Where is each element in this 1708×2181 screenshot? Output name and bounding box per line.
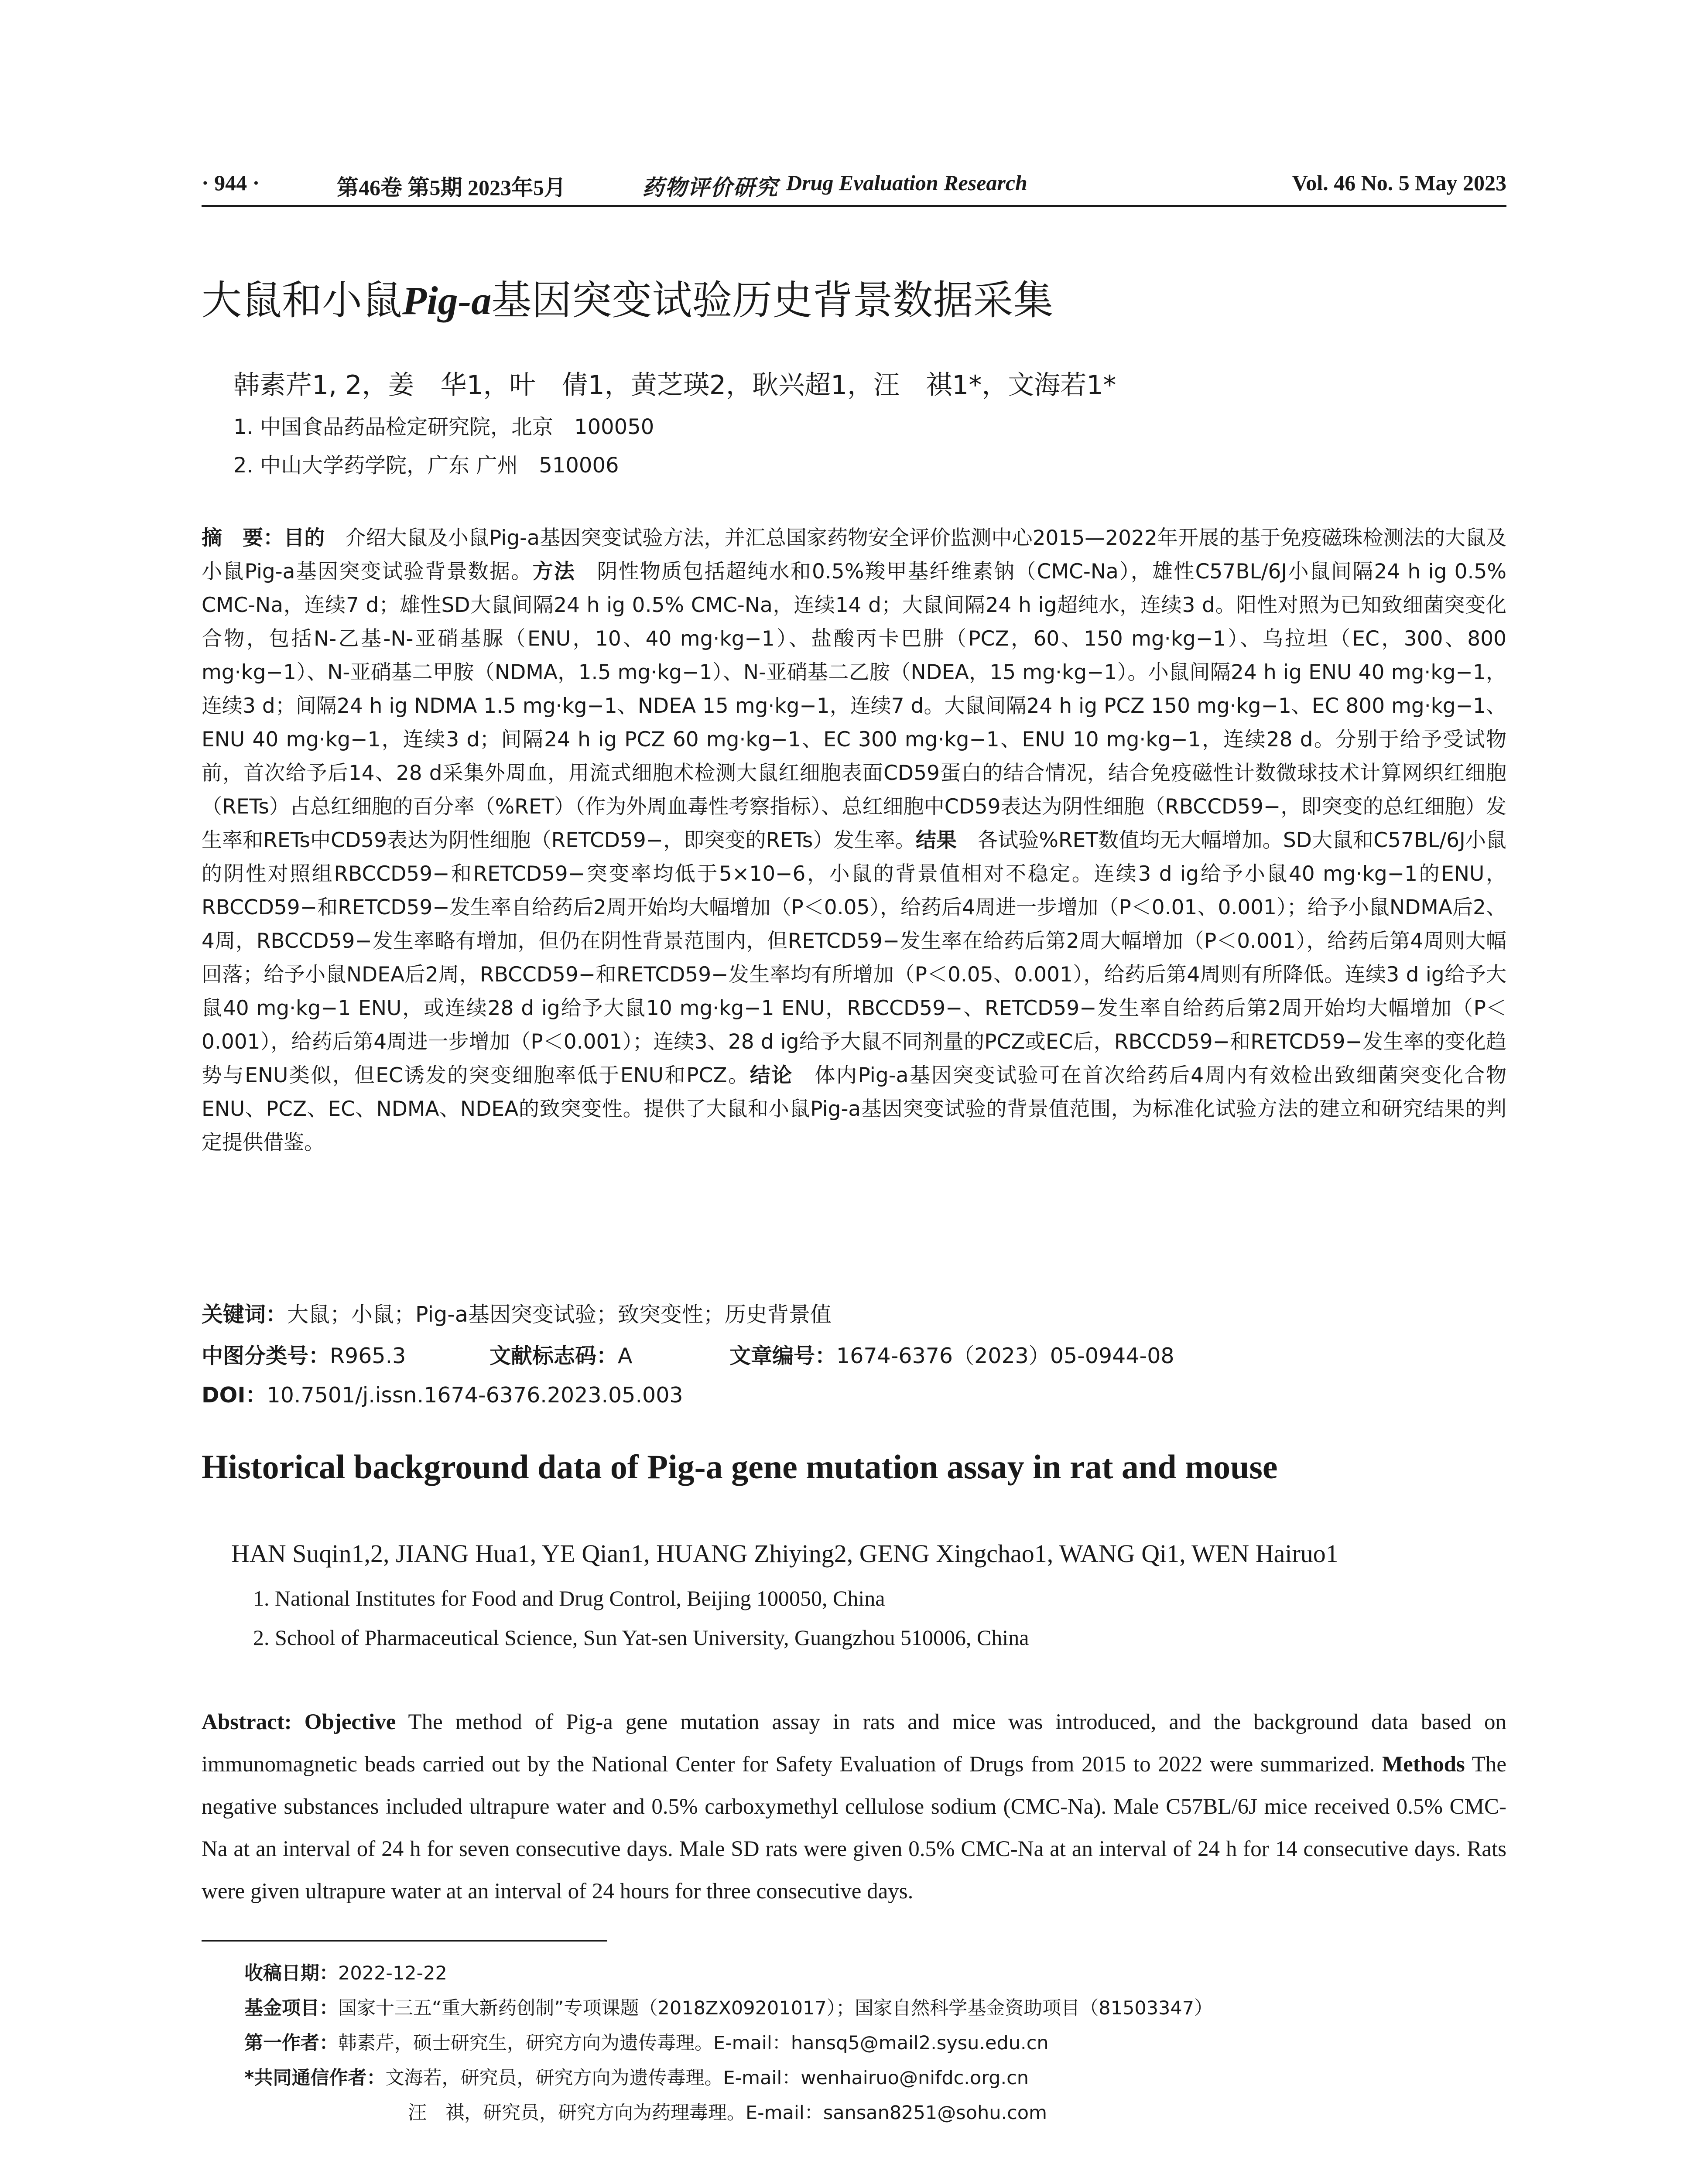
keywords: 关键词：大鼠；小鼠；Pig-a基因突变试验；致突变性；历史背景值 xyxy=(202,1302,832,1327)
footnote-first-author: 第一作者：韩素芹，硕士研究生，研究方向为遗传毒理。E-mail：hansq5@mail2.sysu.edu.cn xyxy=(244,2032,1049,2054)
header-rule xyxy=(202,205,1506,207)
article-title-cn: 大鼠和小鼠Pig-a基因突变试验历史背景数据采集 xyxy=(202,277,1054,324)
footnote-rule xyxy=(202,1940,607,1942)
journal-logo: 药物评价研究 xyxy=(642,175,778,200)
footnote-corresponding: *共同通信作者：文海若，研究员，研究方向为遗传毒理。E-mail：wenhairuo@nifdc.org.cn xyxy=(244,2067,1029,2089)
abstract-cn: 摘 要：目的 介绍大鼠及小鼠Pig-a基因突变试验方法，并汇总国家药物安全评价监测中心2015—2022年开展的基于免疫磁珠检测法的大鼠及小鼠Pig-a基因突变试验背景数据。方法 阴性物质包括超纯水和0.5%羧甲基纤维素钠（CMC-Na），雄性C57BL/6J小鼠间隔24 h ig 0.5% CMC-Na，连续7 d；雄性SD大鼠间隔24 h ig 0.5% CMC-Na，连续14 d；大鼠间隔24 h ig超纯水，连续3 d。阳性对照为已知致细菌突变化合物，包括N-乙基-N-亚硝基脲（ENU，10、40 mg·kg−1）、盐酸丙卡巴肼（PCZ，60、150 mg·kg−1）、乌拉坦（EC，300、800 mg·kg−1）、N-亚硝基二甲胺（NDMA，1.5 mg·kg−1）、N-亚硝基二乙胺（NDEA，15 mg·kg−1）。小鼠间隔24 h ig ENU 40 mg·kg−1，连续3 d；间隔24 h ig NDMA 1.5 mg·kg−1、NDEA 15 mg·kg−1，连续7 d。大鼠间隔24 h ig PCZ 150 mg·kg−1、EC 800 mg·kg−1、ENU 40 mg·kg−1，连续3 d；间隔24 h ig PCZ 60 mg·kg−1、EC 300 mg·kg−1、ENU 10 mg·kg−1，连续28 d。分别于给予受试物前，首次给予后14、28 d采集外周血，用流式细胞术检测大鼠红细胞表面CD59蛋白的结合情况，结合免疫磁性计数微球技术计算网织红细胞（RETs）占总红细胞的百分率（%RET）（作为外周血毒性考察指标）、总红细胞中CD59表达为阴性细胞（RBCCD59−，即突变的总红细胞）发生率和RETs中CD59表达为阴性细胞（RETCD59−，即突变的RETs）发生率。结果 各试验%RET数值均无大幅增加。SD大鼠和C57BL/6J小鼠的阴性对照组RBCCD59−和RETCD59−突变率均低于5×10−6，小鼠的背景值相对不稳定。连续3 d ig给予小鼠40 mg·kg−1的ENU，RBCCD59−和RETCD59−发生率自给药后2周开始均大幅增加（P＜0.05），给药后4周进一步增加（P＜0.01、0.001）；给予小鼠NDMA后2、4周，RBCCD59−发生率略有增加，但仍在阴性背景范围内，但RETCD59−发生率在给药后第2周大幅增加（P＜0.001），给药后第4周则大幅回落；给予小鼠NDEA后2周，RBCCD59−和RETCD59−发生率均有所增加（P＜0.05、0.001），给药后第4周则有所降低。连续3 d ig给予大鼠40 mg·kg−1 ENU，或连续28 d ig给予大鼠10 mg·kg−1 ENU，RBCCD59−、RETCD59−发生率自给药后第2周开始均大幅增加（P＜0.001），给药后第4周进一步增加（P＜0.001）；连续3、28 d ig给予大鼠不同剂量的PCZ或EC后，RBCCD59−和RETCD59−发生率的变化趋势与ENU类似，但EC诱发的突变细胞率低于ENU和PCZ。结论 体内Pig-a基因突变试验可在首次给药后4周内有效检出致细菌突变化合物ENU、PCZ、EC、NDMA、NDEA的致突变性。提供了大鼠和小鼠Pig-a基因突变试验的背景值范围，为标准化试验方法的建立和研究结果的判定提供借鉴。 xyxy=(202,526,1507,1155)
doi: DOI：10.7501/j.issn.1674-6376.2023.05.003 xyxy=(202,1383,683,1408)
affiliation-cn-2: 2. 中山大学药学院，广东 广州 510006 xyxy=(233,453,619,478)
abstract-label: 摘 要： xyxy=(202,526,284,550)
abstract-en: Abstract: Objective The method of Pig-a gene mutation assay in rats and mice was introduced, and the background data based on immunomagnetic beads carried out by the National Center for Safety Evaluation of Drugs from 2015 to 2022 were summarized. Methods The negative substances included ultrapure water and 0.5% carboxymethyl cellulose sodium (CMC-Na). Male C57BL/6J mice received 0.5% CMC-Na at an interval of 24 h for seven consecutive days. Male SD rats were given 0.5% CMC-Na at an interval of 24 h for 14 consecutive days. Rats were given ultrapure water at an interval of 24 hours for three consecutive days. xyxy=(202,1710,1506,1904)
affiliation-cn-1: 1. 中国食品药品检定研究院，北京 100050 xyxy=(233,415,654,439)
footnote-corresponding-2: 汪 祺，研究员，研究方向为药理毒理。E-mail：sansan8251@sohu.com xyxy=(408,2102,1047,2124)
journal-name-en: Drug Evaluation Research xyxy=(786,171,1027,195)
volume-issue-en: Vol. 46 No. 5 May 2023 xyxy=(1292,171,1506,195)
article-title-en: Historical background data of Pig-a gene mutation assay in rat and mouse xyxy=(202,1448,1278,1486)
footnote-received: 收稿日期：2022-12-22 xyxy=(244,1962,447,1984)
affiliation-en-1: 1. National Institutes for Food and Drug Control, Beijing 100050, China xyxy=(253,1586,885,1610)
clc-number: 中图分类号：R965.3 xyxy=(202,1343,406,1368)
article-number: 文章编号：1674-6376（2023）05-0944-08 xyxy=(729,1343,1174,1368)
authors-en: HAN Suqin1,2, JIANG Hua1, YE Qian1, HUANG Zhiying2, GENG Xingchao1, WANG Qi1, WEN Hairuo1 xyxy=(231,1539,1338,1568)
document-code: 文献标志码：A xyxy=(489,1343,633,1368)
volume-issue-cn: 第46卷 第5期 2023年5月 xyxy=(337,175,566,200)
gene-name: Pig-a xyxy=(402,278,492,323)
doi-link[interactable]: 10.7501/j.issn.1674-6376.2023.05.003 xyxy=(267,1383,683,1408)
affiliation-en-2: 2. School of Pharmaceutical Science, Sun Yat-sen University, Guangzhou 510006, China xyxy=(253,1625,1029,1650)
authors-cn: 韩素芹1, 2，姜 华1，叶 倩1，黄芝瑛2，耿兴超1，汪 祺1*，文海若1* xyxy=(233,370,1116,400)
page-number: · 944 · xyxy=(202,171,260,195)
running-header xyxy=(202,170,1506,205)
footnote-funding: 基金项目：国家十三五“重大新药创制”专项课题（2018ZX09201017）；国家自然科学基金资助项目（81503347） xyxy=(244,1997,1213,2019)
